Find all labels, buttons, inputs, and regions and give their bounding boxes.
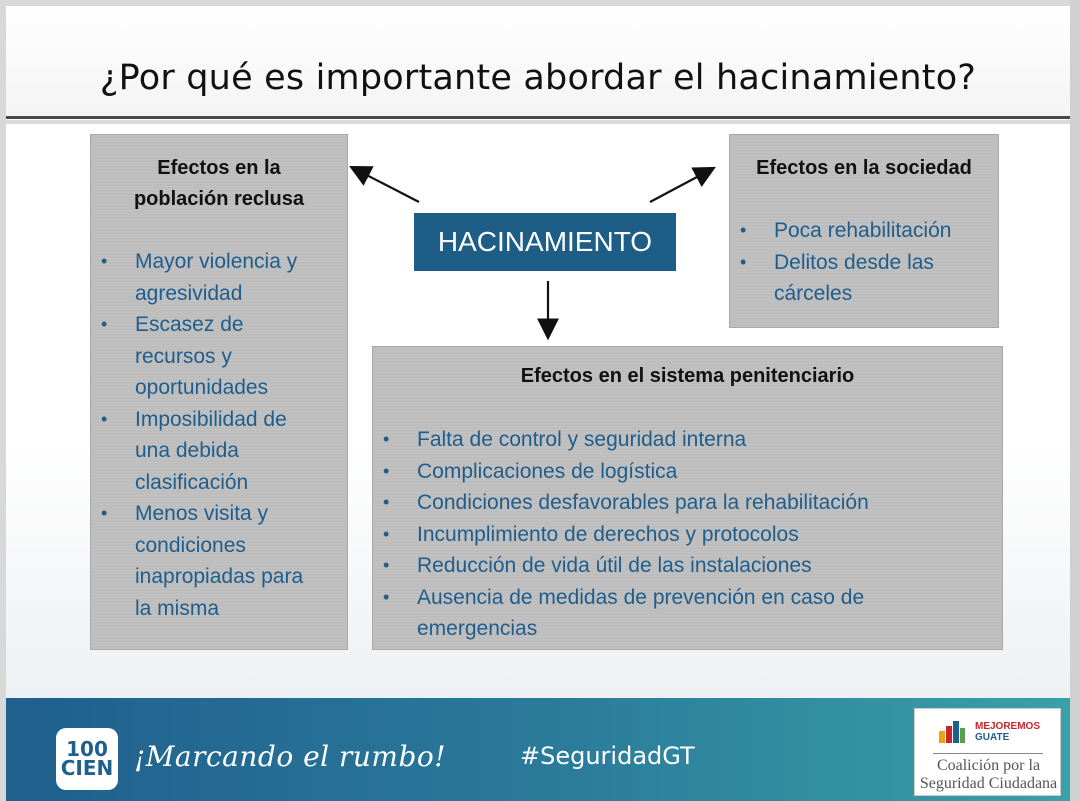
partner-brand-line1: MEJOREMOS [975,721,1041,732]
bullet-item [91,404,347,499]
partner-brand-line2: GUATE [975,732,1010,743]
bottom-effects-box [372,346,1003,650]
title-divider-shadow [6,120,1070,124]
hashtag: #SeguridadGT [520,742,695,770]
bullet-line: la misma [135,596,220,620]
coalition-text-line1: Coalición por la [936,757,1041,774]
bottom-box-heading: Efectos en el sistema penitenciario [520,365,855,387]
bullet-item [373,519,1002,551]
bullet-line: una debida [135,439,239,462]
coalition-text [915,757,1062,793]
bullet-line: emergencias [417,617,538,640]
left-box-heading [91,153,347,215]
bullet-line: • Mayor violencia y [135,250,298,273]
left-box-heading-line1: Efectos en la [157,157,281,179]
bullet-item [730,215,998,247]
bullet-line: recursos y [135,344,232,368]
bullet-item [91,246,347,309]
bullet-line: condiciones [135,533,246,557]
coalition-logo [914,708,1061,796]
bullet-line: • Poca rehabilitación [774,219,952,242]
mejoremos-guate-brand [975,721,1040,743]
bullet-item [373,456,1002,488]
bullet-line: oportunidades [135,376,269,399]
mejoremos-guate-icon [937,717,967,747]
bullet-line: • Delitos desde las [774,250,934,274]
bullet-line: • Falta de control y seguridad interna [417,428,747,451]
slogan: ¡Marcando el rumbo! [134,740,447,773]
left-effects-box [90,134,348,650]
bullet-line: clasificación [135,470,249,494]
cien-logo [56,728,118,790]
arrow-left [353,168,419,202]
bullet-line: • Condiciones desfavorables para la rehabilitación [417,491,869,514]
hacinamiento-label: HACINAMIENTO [414,213,676,271]
left-effects-list [91,246,347,624]
window-edge [1070,0,1080,801]
bullet-line: • Imposibilidad de [135,407,287,431]
bullet-line: • Ausencia de medidas de prevención en caso de [417,585,865,609]
right-effects-list [730,215,998,310]
bullet-line: inapropiadas para [135,565,304,588]
bullet-item [91,309,347,404]
bullet-item [730,247,998,310]
bullet-item [91,498,347,624]
bullet-line: agresividad [135,281,243,305]
cien-logo-line1: 100 [66,737,108,761]
coalition-divider [933,753,1043,754]
slide-title: ¿Por qué es importante abordar el hacinamiento? [99,58,977,98]
arrow-right [650,169,712,202]
bullet-line: • Escasez de [135,313,244,336]
bullet-item [373,487,1002,519]
left-box-heading-line2: población reclusa [133,188,305,210]
bullet-line: • Incumplimiento de derechos y protocolos [417,522,799,546]
bullet-line: • Complicaciones de logística [417,459,678,483]
footer-band [6,698,1070,801]
cien-logo-line2: CIEN [60,756,114,780]
bullet-item [373,550,1002,582]
bullet-line: • Menos visita y [135,502,269,525]
title-divider [6,116,1070,119]
slide [6,6,1070,801]
bullet-item [373,582,1002,645]
bullet-item [373,424,1002,456]
bottom-effects-list [373,424,1002,645]
right-box-heading: Efectos en la sociedad [756,157,972,179]
right-effects-box [729,134,999,328]
bullet-line: • Reducción de vida útil de las instalaciones [417,554,812,577]
coalition-text-line2: Seguridad Ciudadana [919,775,1058,792]
bullet-line: cárceles [774,282,853,305]
